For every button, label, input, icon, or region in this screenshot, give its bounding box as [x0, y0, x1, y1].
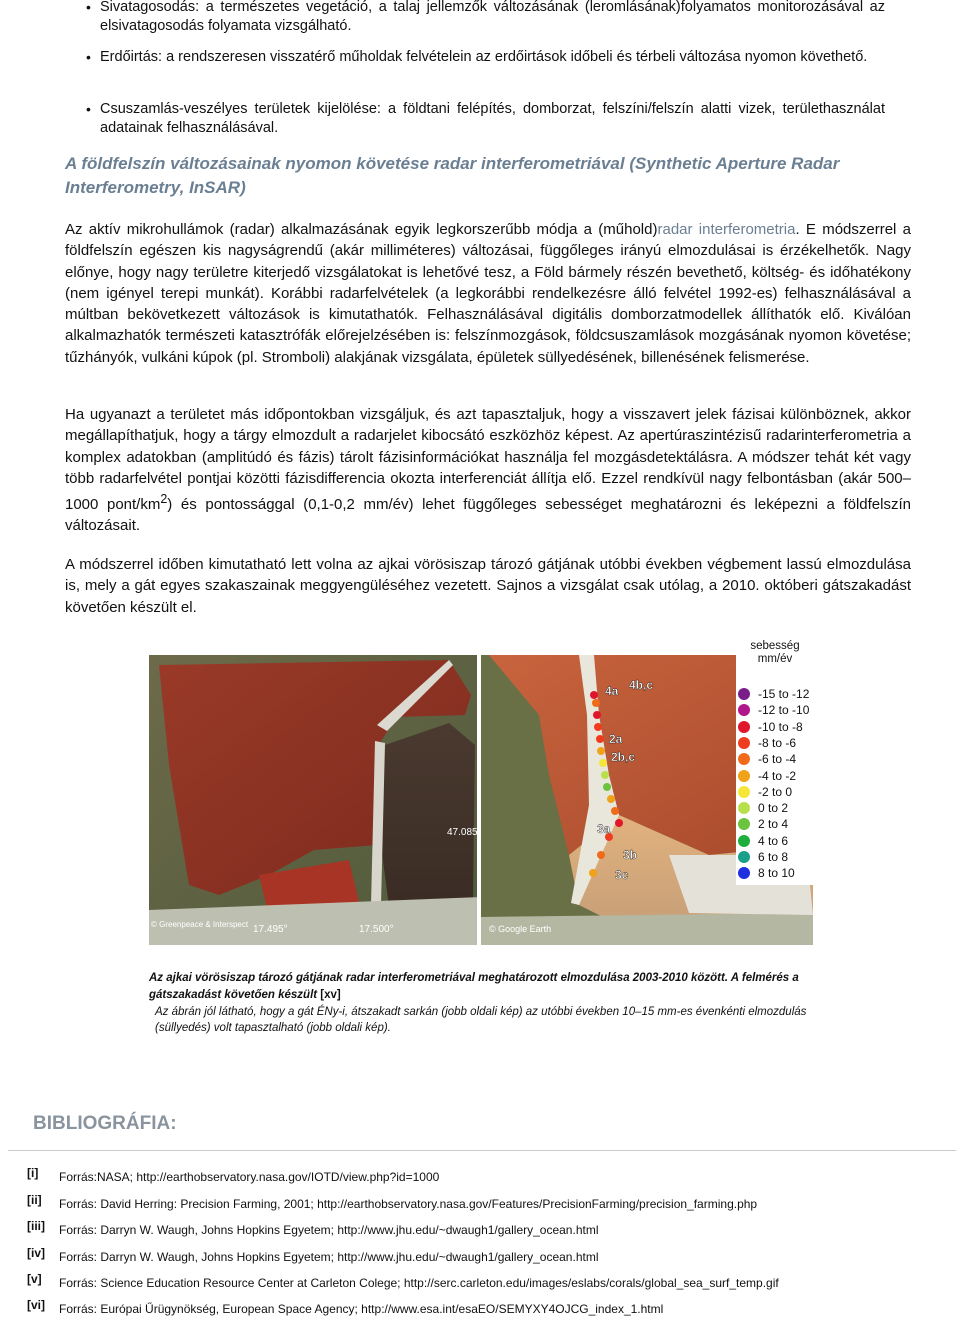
section-label-2bc: 2b,c	[611, 750, 636, 764]
legend-label: 8 to 10	[758, 866, 795, 881]
bibliography-tag[interactable]: [vi]	[27, 1298, 45, 1312]
bibliography-item	[27, 1298, 927, 1320]
bibliography-text: Forrás: Science Education Resource Center at Carleton Colege; http://serc.carleton.edu/images/eslabs/corals/global_sea_surf_temp.gif	[59, 1276, 779, 1290]
bibliography-text: Forrás: Európai Űrügynökség, European Space Agency; http://www.esa.int/esaEO/SEMYXY4OJCG_index_1.html	[59, 1302, 664, 1316]
legend-item	[738, 752, 814, 767]
legend-color-dot	[738, 802, 750, 814]
figure-caption-sub: Az ábrán jól látható, hogy a gát ÉNy-i, átszakadt sarkán (jobb oldali kép) az utóbbi években 10–15 mm-es évenkénti elmozdulás (süllyedés) volt tapasztalható (jobb oldali kép).	[155, 1006, 807, 1034]
legend-label: -10 to -8	[758, 719, 803, 734]
section-label-4bc: 4b,c	[629, 678, 654, 692]
legend-label: -4 to -2	[758, 768, 797, 783]
legend-color-dot	[738, 786, 750, 798]
legend-color-dot	[738, 867, 750, 879]
velocity-legend	[736, 640, 814, 885]
legend-item	[738, 834, 814, 849]
credit-right: © Google Earth	[489, 924, 552, 934]
bullet-deforestation: • Erdőirtás: a rendszeresen visszatérő műholdak felvételein az erdőirtások időbeli és térbeli változása nyomon követhető.	[100, 48, 885, 67]
bibliography-item	[27, 1272, 927, 1294]
caption-reference[interactable]: [xv]	[320, 989, 341, 1001]
legend-item	[738, 817, 814, 832]
figure-caption	[149, 970, 829, 1004]
para2-superscript: 2	[160, 492, 168, 507]
legend-title	[736, 640, 814, 666]
legend-color-dot	[738, 818, 750, 830]
para1-text-before: Az aktív mikrohullámok (radar) alkalmazásának egyik legkorszerűbb módja a (műhold)	[65, 221, 658, 238]
legend-label: -12 to -10	[758, 703, 810, 718]
legend-color-dot	[738, 753, 750, 765]
paragraph-phase-method	[65, 404, 911, 537]
bullet-landslide: • Csuszamlás-veszélyes területek kijelölése: a földtani felépítés, domborzat, felszíni/felszín alatti vizek, területhasználat adatainak felhasználásával.	[100, 100, 885, 138]
legend-color-dot	[738, 835, 750, 847]
legend-title-line2: mm/év	[757, 653, 793, 665]
radar-interferometry-link[interactable]: radar interferometria	[657, 221, 796, 238]
legend-label: -8 to -6	[758, 735, 797, 750]
bibliography-tag[interactable]: [i]	[27, 1166, 39, 1180]
paragraph-insar-intro	[65, 219, 911, 368]
coordinate-label-1: 47.085°	[447, 827, 482, 838]
bibliography-item	[27, 1166, 927, 1188]
legend-label: 2 to 4	[758, 817, 789, 832]
satellite-figure	[149, 655, 813, 945]
bibliography-tag[interactable]: [v]	[27, 1272, 42, 1286]
legend-item	[738, 801, 814, 816]
section-label-2a: 2a	[609, 732, 623, 746]
para1-text-after: . E módszerrel a földfelszín egészen kis nagyságrendű (akár milliméteres) változásai, függőleges irányú elmozdulásai is érzékelhetők. Nagy előnye, hogy nagy területre kiterjedő vizsgálatokat is lehetővé tesz, a Föld bármely részén bevethető, költség- és időhatékony (nem igényel terepi munkát). Korábbi radarfelvételek (a legkorábbi rendelkezésre álló felvétel 1992-es) felhasználásával a múltban bekövetkezett változások is kimutathatók. Felhasználásával digitális domborzatmodellek állíthatók elő. Kiválóan alkalmazhatók természeti katasztrófák előrejelzésében is: felszínmozgások, földcsuszamlások mozgásának nyomon követése; tűzhányók, vulkáni kúpok (pl. Stromboli) alakjának vizsgálata, épületek süllyedésének, billenésének felismerése.	[65, 221, 911, 366]
bibliography-item	[27, 1193, 927, 1215]
legend-item	[738, 785, 814, 800]
legend-color-dot	[738, 721, 750, 733]
para2-text-after: ) és pontossággal (0,1-0,2 mm/év) lehet függőleges sebességet meghatározni és leképezni a földfelszín változásait.	[65, 496, 911, 535]
legend-color-dot	[738, 770, 750, 782]
section-heading: A földfelszín változásainak nyomon követése radar interferometriával (Synthetic Aperture Radar Interferometry, InSAR)	[65, 154, 840, 197]
legend-label: -6 to -4	[758, 752, 797, 767]
bibliography-divider	[8, 1150, 956, 1151]
legend-item	[738, 687, 814, 702]
caption-main: Az ajkai vörösiszap tározó gátjának radar interferometriával meghatározott elmozdulása 2003-2010 között. A felmérés a gátszakadást követően készült	[149, 972, 799, 1001]
legend-color-dot	[738, 688, 750, 700]
legend-item	[738, 736, 814, 751]
legend-item	[738, 720, 814, 735]
paragraph-ajka-dam: A módszerrel időben kimutatható lett volna az ajkai vörösiszap tározó gátjának utóbbi években végbement lassú elmozdulása is, mely a gát egyes szakaszainak meggyengüléséhez vezetett. Sajnos a vizsgálat csak utólag, a 2010. októberi gátszakadást követően készült el.	[65, 556, 911, 616]
bibliography-text: Forrás: Darryn W. Waugh, Johns Hopkins Egyetem; http://www.jhu.edu/~dwaugh1/gallery_ocean.html	[59, 1223, 599, 1237]
bibliography-tag[interactable]: [ii]	[27, 1193, 42, 1207]
section-label-3a: 3a	[597, 822, 611, 836]
legend-color-dot	[738, 704, 750, 716]
bibliography-tag[interactable]: [iii]	[27, 1219, 45, 1233]
legend-item	[738, 850, 814, 865]
credit-left: © Greenpeace & Interspect	[151, 920, 249, 929]
legend-label: -2 to 0	[758, 784, 793, 799]
coordinate-label-3: 17.500°	[359, 924, 394, 935]
bibliography-title: BIBLIOGRÁFIA:	[33, 1113, 177, 1134]
legend-color-dot	[738, 737, 750, 749]
legend-title-line1: sebesség	[750, 640, 800, 652]
bibliography-text: Forrás: David Herring: Precision Farming, 2001; http://earthobservatory.nasa.gov/Features/PrecisionFarming/precision_farming.php	[59, 1197, 758, 1211]
legend-item	[738, 703, 814, 718]
satellite-image	[149, 655, 813, 945]
dark-basin-left	[381, 723, 475, 907]
legend-item	[738, 769, 814, 784]
section-label-3b: 3b	[623, 848, 638, 862]
legend-label: 4 to 6	[758, 833, 789, 848]
bibliography-item	[27, 1246, 927, 1268]
bibliography-text: Forrás: Darryn W. Waugh, Johns Hopkins Egyetem; http://www.jhu.edu/~dwaugh1/gallery_ocean.html	[59, 1250, 599, 1264]
section-label-4a: 4a	[605, 684, 619, 698]
legend-label: -15 to -12	[758, 687, 810, 701]
bibliography-item	[27, 1219, 927, 1241]
legend-label: 6 to 8	[758, 850, 789, 864]
legend-color-dot	[738, 851, 750, 863]
bibliography-tag[interactable]: [iv]	[27, 1246, 45, 1260]
bibliography-text: Forrás:NASA; http://earthobservatory.nasa.gov/IOTD/view.php?id=1000	[59, 1170, 440, 1184]
legend-item	[738, 866, 814, 881]
coordinate-label-2: 17.495°	[253, 924, 288, 935]
bullet-desertification: • Sivatagosodás: a természetes vegetáció, a talaj jellemzők változásának (leromlásának)folyamatos monitorozásával az elsivatagosodás folyamata vizsgálható.	[100, 0, 885, 36]
para2-text-before: Ha ugyanazt a területet más időpontokban vizsgáljuk, és azt tapasztaljuk, hogy a visszavert jelek fázisai különböznek, akkor megállapíthatjuk, hogy a tárgy elmozdult a radarjelet kibocsátó eszközhöz képest. Az apertúraszintézisű radarinterferometria a komplex adatokban (amplitúdó és fázis) tárolt fázisinformációkat használja fel mozgásdetektálásra. A módszer tehát két vagy több radarfelvétel pontjai közötti fázisdifferencia okozta interferenciát állítja elő. Ezzel rendkívül nagy felbontásban (akár 500–1000 pont/km	[65, 406, 911, 514]
section-label-3c: 3c	[615, 868, 629, 882]
legend-label: 0 to 2	[758, 801, 789, 816]
